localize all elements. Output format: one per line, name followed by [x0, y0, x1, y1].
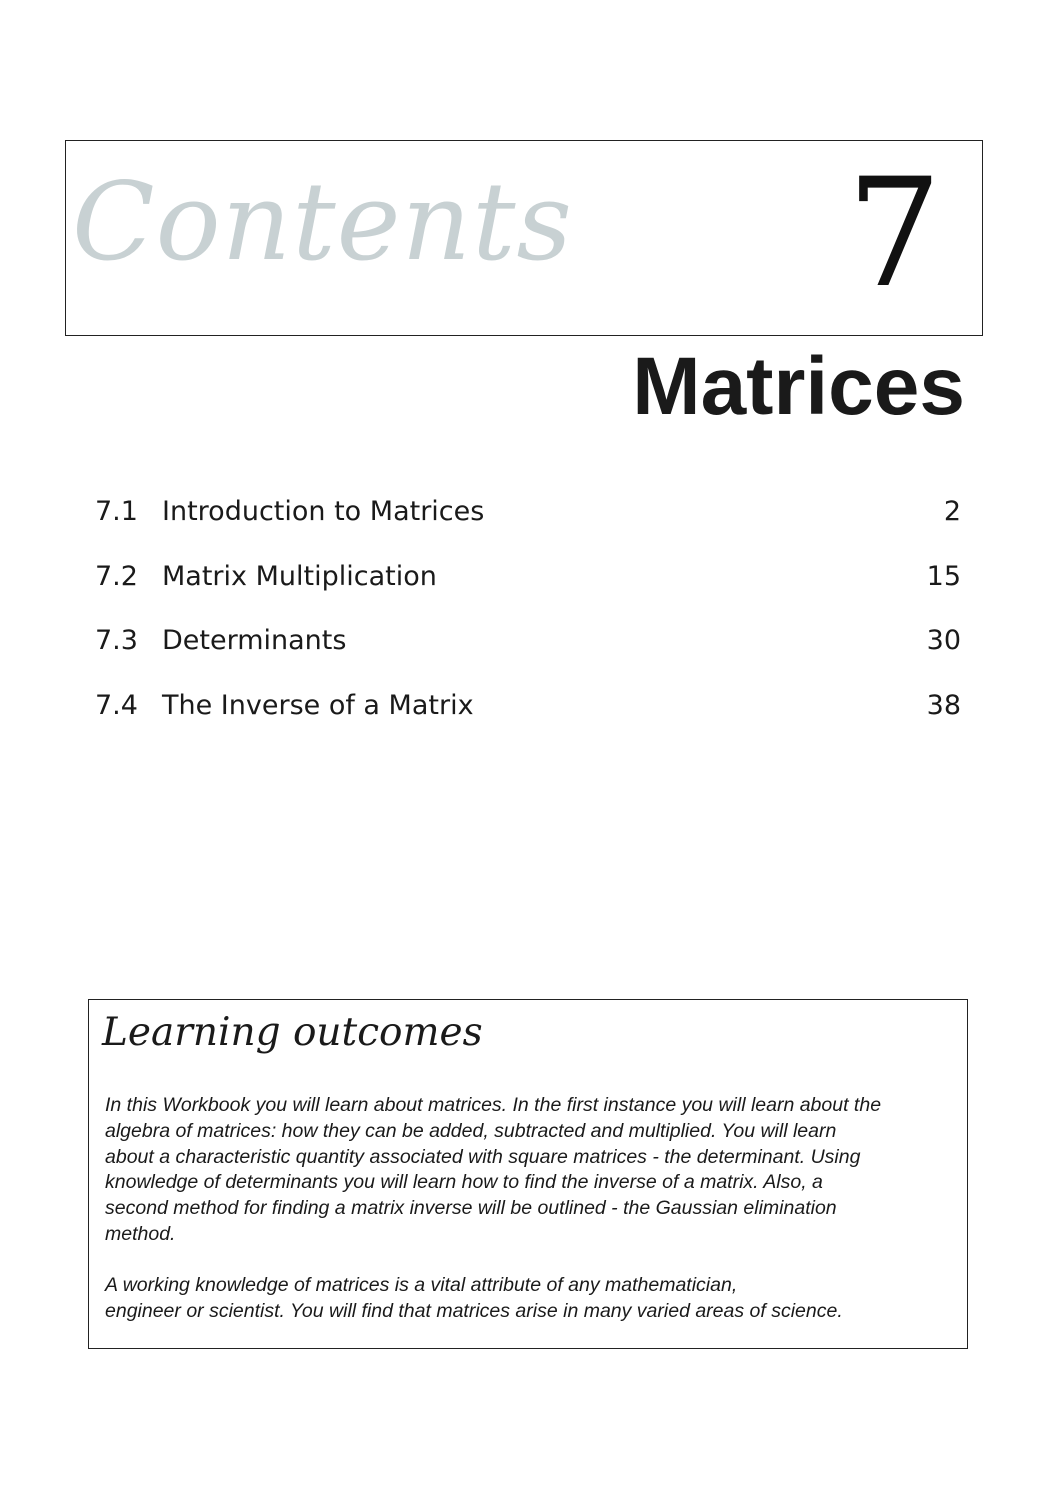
toc-entry[interactable] — [95, 688, 961, 753]
paragraph-line: about a characteristic quantity associated with square matrices - the determinant. Using — [105, 1145, 861, 1168]
paragraph-line: knowledge of determinants you will learn how to find the inverse of a matrix. Also, a — [105, 1171, 823, 1194]
toc-section-number: 7.2 — [95, 560, 138, 592]
toc-section-number: 7.4 — [95, 689, 138, 721]
toc-page-number: 15 — [926, 560, 961, 592]
toc-page-number: 2 — [943, 496, 961, 527]
paragraph-line: second method for finding a matrix inverse will be outlined - the Gaussian elimination — [105, 1197, 837, 1220]
toc-section-title: Determinants — [162, 625, 347, 656]
contents-label: Contents — [72, 160, 573, 285]
toc-entry[interactable] — [95, 559, 961, 624]
learning-outcomes-paragraph-2 — [105, 1273, 965, 1325]
paragraph-line: A working knowledge of matrices is a vital attribute of any mathematician, — [105, 1274, 738, 1296]
table-of-contents — [95, 494, 961, 752]
toc-page-number: 38 — [926, 689, 961, 721]
toc-section-title: Matrix Multiplication — [162, 560, 437, 592]
paragraph-line: algebra of matrices: how they can be added, subtracted and multiplied. You will learn — [105, 1119, 837, 1142]
toc-section-number: 7.1 — [95, 496, 138, 527]
toc-page-number: 30 — [926, 625, 961, 656]
toc-section-title: Introduction to Matrices — [162, 496, 485, 527]
chapter-title: Matrices — [632, 341, 965, 432]
paragraph-line: method. — [105, 1222, 176, 1245]
learning-outcomes-heading: Learning outcomes — [102, 1010, 483, 1055]
paragraph-line: In this Workbook you will learn about matrices. In the first instance you will learn about the — [105, 1094, 882, 1116]
toc-entry[interactable] — [95, 623, 961, 688]
toc-entry[interactable] — [95, 494, 961, 559]
learning-outcomes-box — [88, 999, 968, 1349]
learning-outcomes-paragraph-1 — [105, 1093, 965, 1248]
toc-section-number: 7.3 — [95, 625, 138, 656]
contents-header-box — [65, 140, 983, 336]
toc-section-title: The Inverse of a Matrix — [162, 689, 474, 721]
paragraph-line: engineer or scientist. You will find that matrices arise in many varied areas of science. — [105, 1299, 843, 1322]
chapter-number: 7 — [846, 147, 942, 321]
